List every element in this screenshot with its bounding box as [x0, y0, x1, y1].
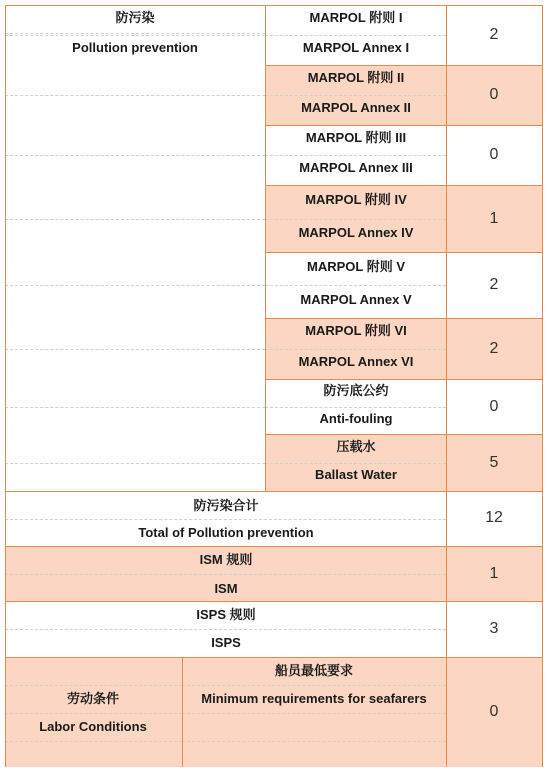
dashed-divider: [5, 629, 446, 630]
dashed-divider: [265, 35, 446, 36]
dashed-divider: [5, 519, 446, 520]
table-rule: [5, 5, 543, 6]
dashed-divider: [265, 407, 446, 408]
labor-value: 0: [489, 703, 499, 720]
labor-group-label-en: Labor Conditions: [39, 719, 147, 734]
row-value: 2: [489, 26, 499, 43]
table-rule: [265, 434, 543, 435]
table-rule: [542, 5, 543, 767]
table-rule: [265, 5, 266, 491]
row-label-en: Ballast Water: [315, 467, 397, 482]
ism-label-en: ISM: [214, 581, 238, 596]
row-value: 0: [489, 398, 499, 415]
isps-label-en: ISPS: [211, 635, 241, 650]
table-rule: [5, 491, 543, 492]
table-rule: [182, 657, 183, 767]
table-rule: [5, 5, 6, 767]
row-label-en: Anti-fouling: [319, 411, 393, 426]
row-value: 2: [489, 340, 499, 357]
dashed-divider: [5, 349, 265, 350]
dashed-divider: [5, 463, 265, 464]
ism-label-zh: ISM 规则: [199, 552, 253, 567]
row-label-zh: MARPOL 附则 III: [305, 130, 407, 145]
isps-label-zh: ISPS 规则: [196, 607, 256, 622]
dashed-divider: [182, 741, 446, 742]
row-label-en: MARPOL Annex IV: [298, 225, 414, 240]
dashed-divider: [5, 155, 265, 156]
table-rule: [446, 5, 447, 767]
row-label-en: MARPOL Annex II: [301, 100, 411, 115]
pollution-total-label-zh: 防污染合计: [193, 498, 259, 513]
dashed-divider: [5, 574, 446, 575]
labor-label-en: Minimum requirements for seafarers: [201, 691, 427, 706]
row-label-zh: MARPOL 附则 II: [307, 70, 405, 85]
isps-value: 3: [489, 620, 499, 637]
dashed-divider: [182, 713, 446, 714]
row-value: 2: [489, 276, 499, 293]
pollution-total-value: 12: [485, 509, 503, 526]
row-label-zh: MARPOL 附则 I: [309, 10, 403, 25]
dashed-divider: [5, 285, 265, 286]
dashed-divider: [265, 219, 446, 220]
dashed-divider: [265, 285, 446, 286]
dashed-divider: [5, 35, 265, 36]
dashed-divider: [5, 95, 265, 96]
pollution-total-label-en: Total of Pollution prevention: [138, 525, 314, 540]
row-value: 1: [489, 210, 499, 227]
shaded-cell: [5, 657, 542, 767]
labor-group-label-zh: 劳动条件: [66, 691, 120, 706]
dashed-divider: [265, 349, 446, 350]
row-label-en: MARPOL Annex I: [302, 40, 410, 55]
table-rule: [265, 185, 543, 186]
row-label-zh: MARPOL 附则 IV: [305, 192, 407, 207]
row-value: 0: [489, 86, 499, 103]
table-rule: [265, 318, 543, 319]
table-rule: [265, 65, 543, 66]
table-rule: [265, 125, 543, 126]
table-rule: [5, 657, 543, 658]
row-label-zh: MARPOL 附则 V: [307, 259, 405, 274]
dashed-divider: [5, 33, 265, 34]
row-label-en: MARPOL Annex VI: [298, 354, 414, 369]
table-rule: [265, 379, 543, 380]
dashed-divider: [5, 219, 265, 220]
labor-label-zh: 船员最低要求: [274, 663, 354, 678]
dashed-divider: [5, 685, 182, 686]
row-label-zh: 压载水: [336, 439, 376, 454]
dashed-divider: [265, 155, 446, 156]
row-value: 5: [489, 454, 499, 471]
row-label-en: MARPOL Annex III: [299, 160, 413, 175]
dashed-divider: [265, 95, 446, 96]
pollution-group-label-en: Pollution prevention: [72, 40, 198, 55]
row-value: 0: [489, 146, 499, 163]
row-label-zh: 防污底公约: [323, 383, 389, 398]
table-rule: [5, 546, 543, 547]
dashed-divider: [5, 407, 265, 408]
ism-value: 1: [489, 565, 499, 582]
table-rule: [265, 252, 543, 253]
dashed-divider: [5, 741, 182, 742]
row-label-zh: MARPOL 附则 VI: [305, 323, 407, 338]
table-rule: [5, 601, 543, 602]
pollution-group-label-zh: 防污染: [115, 10, 155, 25]
dashed-divider: [265, 463, 446, 464]
row-label-en: MARPOL Annex V: [300, 292, 412, 307]
dashed-divider: [182, 685, 446, 686]
dashed-divider: [5, 713, 182, 714]
